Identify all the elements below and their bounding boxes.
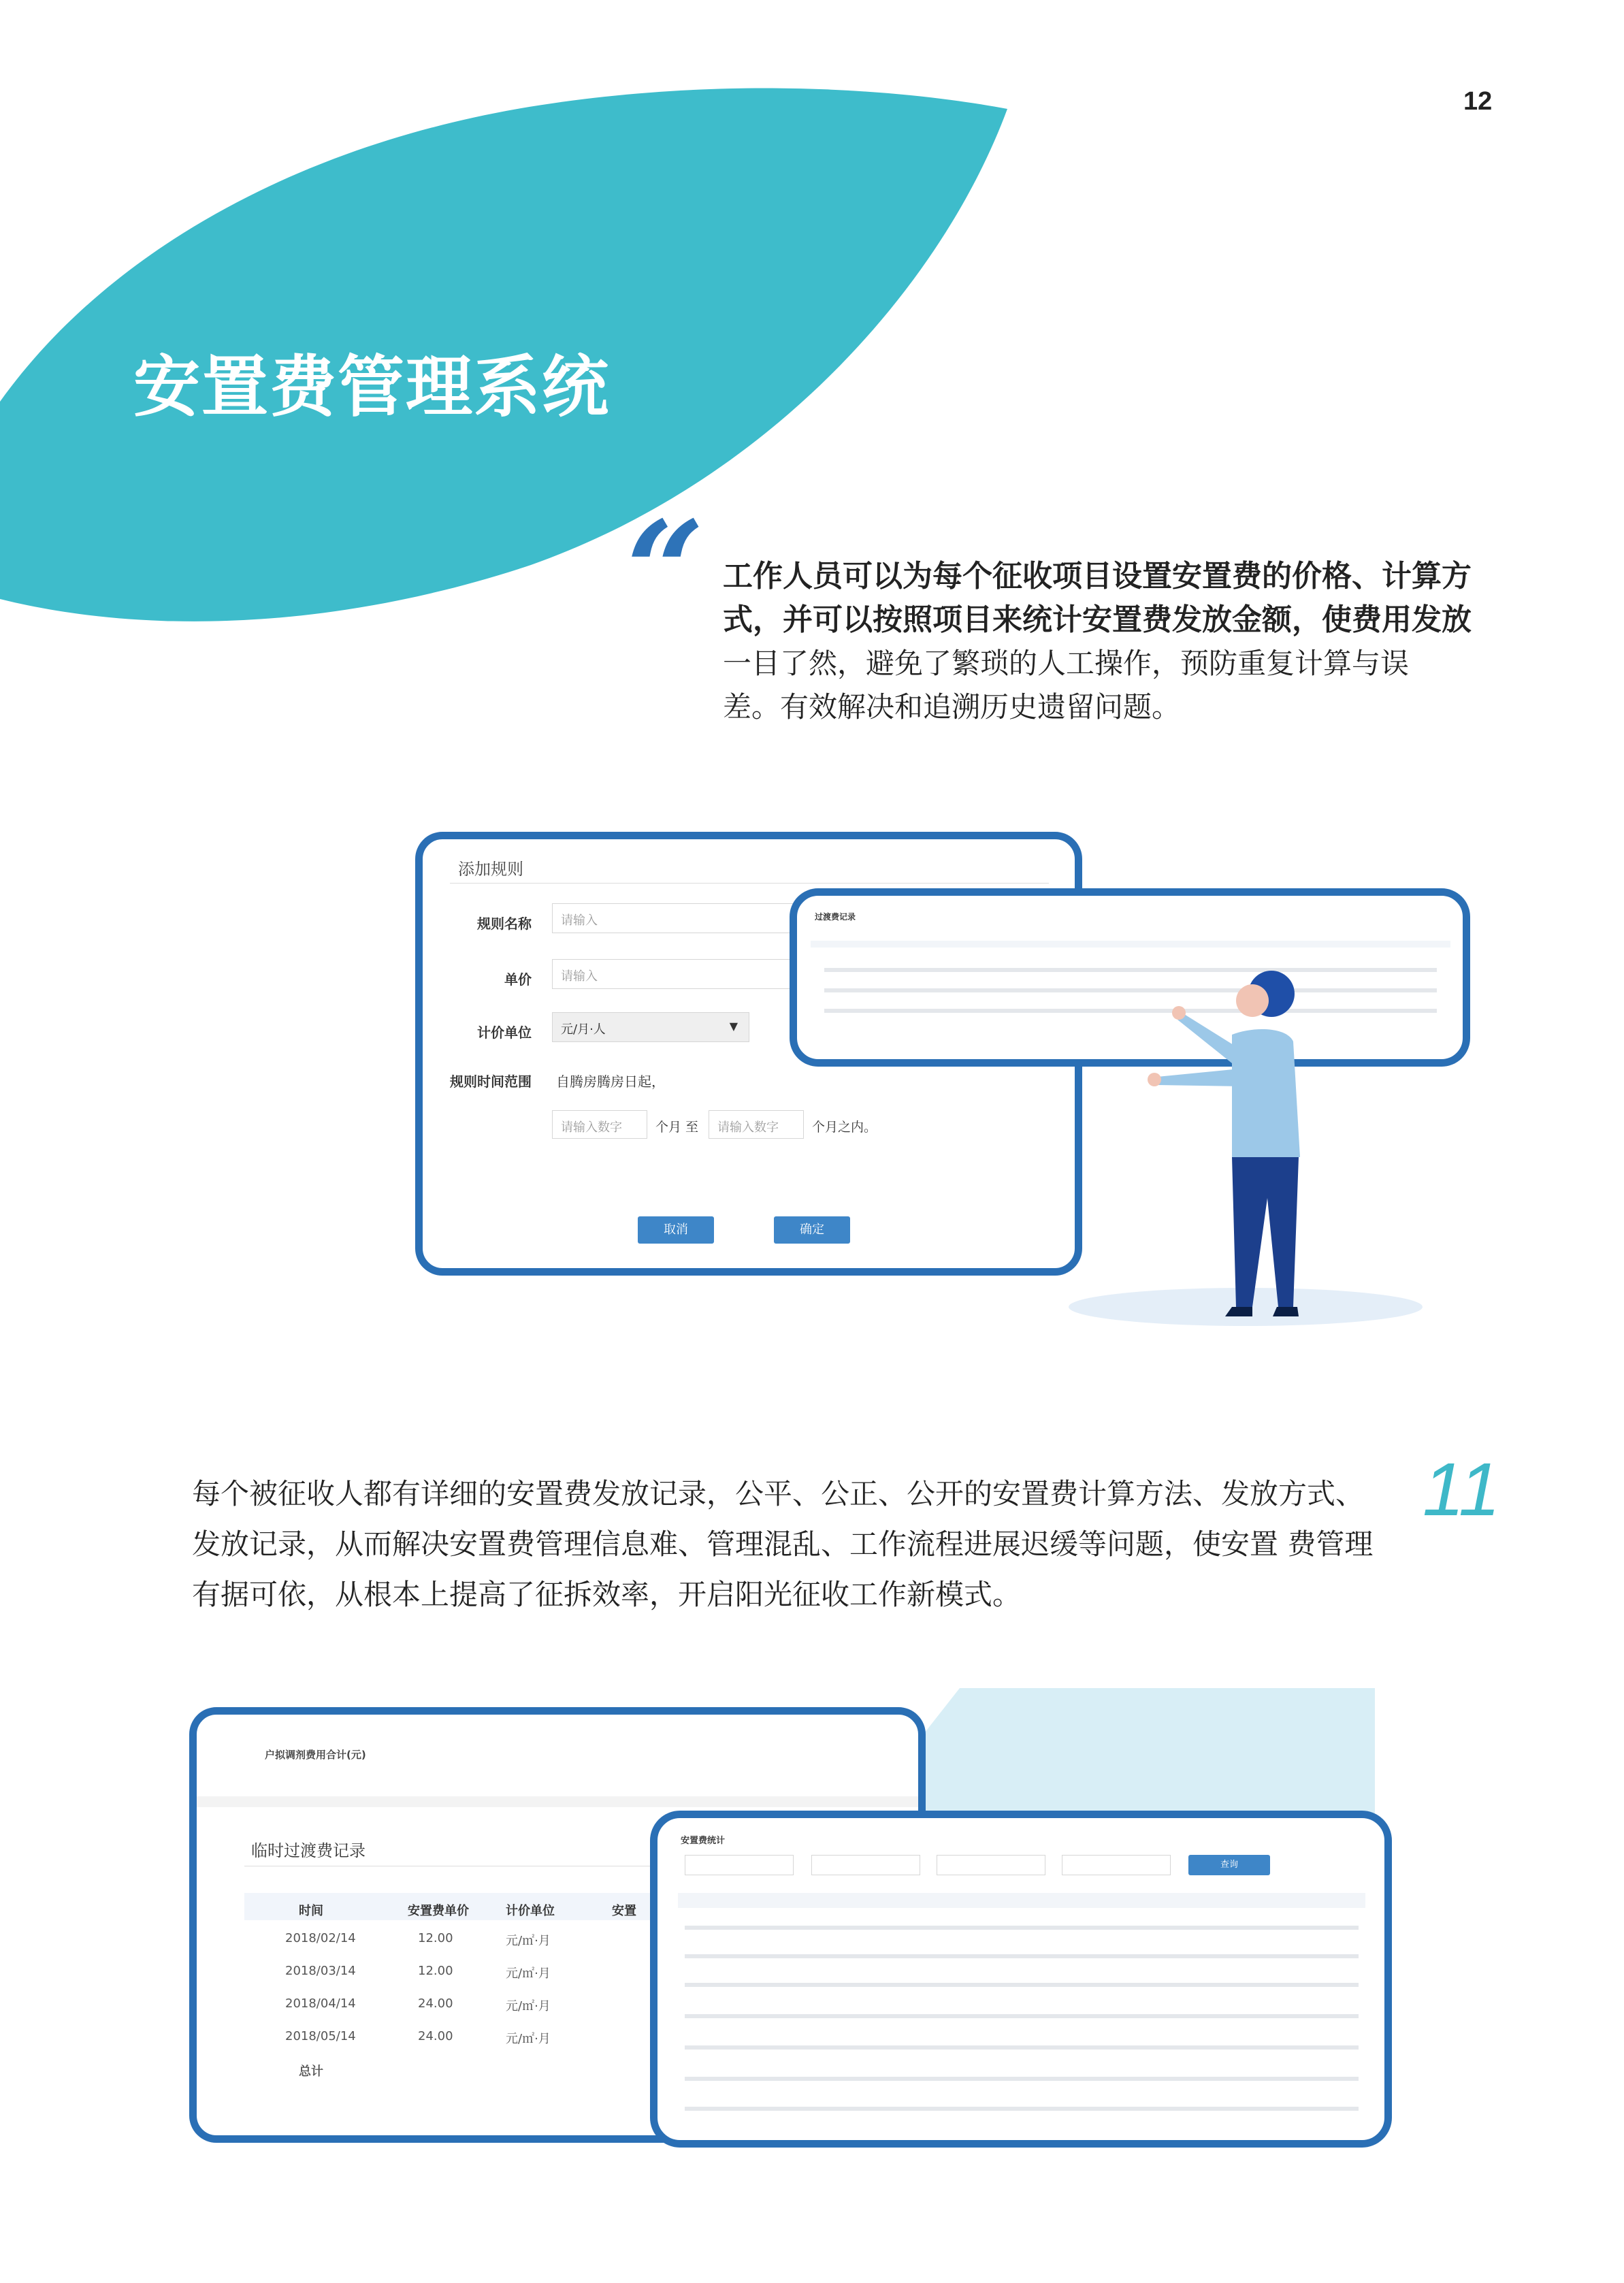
fee-statistics-overlay	[650, 1811, 1392, 2148]
separator-band	[197, 1796, 926, 1807]
overlay-data-row	[685, 2077, 1359, 2081]
unit-price-input[interactable]: 请输入	[552, 959, 797, 989]
total-label: 总计	[299, 2065, 323, 2079]
mid-text: 个月 至	[655, 1120, 699, 1135]
table-header-cell: 计价单位	[506, 1904, 555, 1918]
overlay-data-row	[685, 1926, 1359, 1930]
filter-select[interactable]	[685, 1855, 794, 1875]
chevron-down-icon: ▼	[729, 1020, 738, 1033]
pricing-unit-label: 计价单位	[477, 1024, 532, 1041]
table-header-cell: 时间	[299, 1904, 323, 1918]
rule-name-label: 规则名称	[477, 916, 532, 932]
search-button[interactable]: 查询	[1188, 1855, 1270, 1875]
top-label-2: 户拟调剂费用合计(元)	[265, 1749, 366, 1761]
overlay-data-row	[685, 1954, 1359, 1958]
search-input[interactable]	[1062, 1855, 1171, 1875]
table-header-cell: 安置	[612, 1904, 636, 1918]
from-months-input[interactable]: 请输入数字	[552, 1110, 647, 1139]
note-left	[556, 1152, 658, 1180]
table-cell: 2018/03/14	[285, 1964, 356, 1978]
to-months-input[interactable]: 请输入数字	[709, 1110, 804, 1139]
page-title: 安置费管理系统	[133, 349, 611, 426]
end-text: 个月之内。	[812, 1120, 877, 1135]
table-header-cell: 安置费单价	[408, 1904, 469, 1918]
table-cell: 2018/04/14	[285, 1996, 356, 2011]
intro-text: 一目了然，避免了繁琐的人工操作，预防重复计算与误差。有效解决和追溯历史遗留问题。	[723, 647, 1410, 724]
confirm-button[interactable]: 确定	[774, 1216, 850, 1244]
page-number: 12	[1463, 87, 1493, 116]
table-cell: 2018/02/14	[285, 1931, 356, 1945]
add-rule-heading: 添加规则	[458, 860, 523, 879]
quote-mark-icon: “	[626, 491, 705, 651]
table-cell: 元/㎡·月	[506, 2032, 551, 2046]
divider	[450, 883, 1049, 884]
overlay-data-row	[685, 2107, 1359, 2111]
overlay-title: 安置费统计	[681, 1836, 726, 1846]
table-cell: 2018/05/14	[285, 2029, 356, 2043]
pricing-unit-select[interactable]	[552, 1012, 749, 1042]
unit-price-label: 单价	[504, 971, 532, 988]
woman-pointing-illustration	[1048, 953, 1429, 1334]
section-number: 11	[1423, 1448, 1501, 1532]
table-cell: 12.00	[418, 1931, 453, 1945]
teal-leaf-shape	[0, 0, 1021, 651]
table-cell: 元/㎡·月	[506, 1999, 551, 2013]
cancel-button[interactable]: 取消	[638, 1216, 714, 1244]
table-cell: 24.00	[418, 1996, 453, 2011]
rule-time-label: 规则时间范围	[450, 1073, 532, 1090]
table-cell: 24.00	[418, 2029, 453, 2043]
filter-select[interactable]	[811, 1855, 920, 1875]
overlay-title: 过渡费记录	[815, 912, 856, 922]
overlay-data-row	[685, 2045, 1359, 2050]
table-cell: 元/㎡·月	[506, 1966, 551, 1981]
rule-name-input[interactable]: 请输入	[552, 903, 797, 933]
overlay-header-row	[678, 1893, 1365, 1908]
rule-time-text: 自腾房腾房日起，	[556, 1073, 665, 1090]
filter-select[interactable]	[937, 1855, 1045, 1875]
overlay-data-row	[685, 1983, 1359, 1987]
table-cell: 12.00	[418, 1964, 453, 1978]
body-paragraph: 每个被征收人都有详细的安置费发放记录，公平、公正、公开的安置费计算方法、发放方式、发放记录，从而解决安置费管理信息难、管理混乱、工作流程进展迟缓等问题，使安置 费管理有据可依，从根本上提高了征拆效率，开启阳光征收工作新模式。	[192, 1477, 1374, 1611]
section-title: 临时过渡费记录	[251, 1841, 366, 1860]
note-right	[713, 1152, 815, 1191]
overlay-data-row	[685, 2014, 1359, 2018]
overlay-header-row	[811, 941, 1450, 948]
intro-bold-text: 工作人员可以为每个征收项目设置安置费的价格、计算方式，并可以按照项目来统计安置费发放金额，使费用发放	[723, 559, 1472, 637]
table-cell: 元/㎡·月	[506, 1934, 551, 1948]
pricing-unit-value: 元/月·人	[561, 1022, 606, 1037]
